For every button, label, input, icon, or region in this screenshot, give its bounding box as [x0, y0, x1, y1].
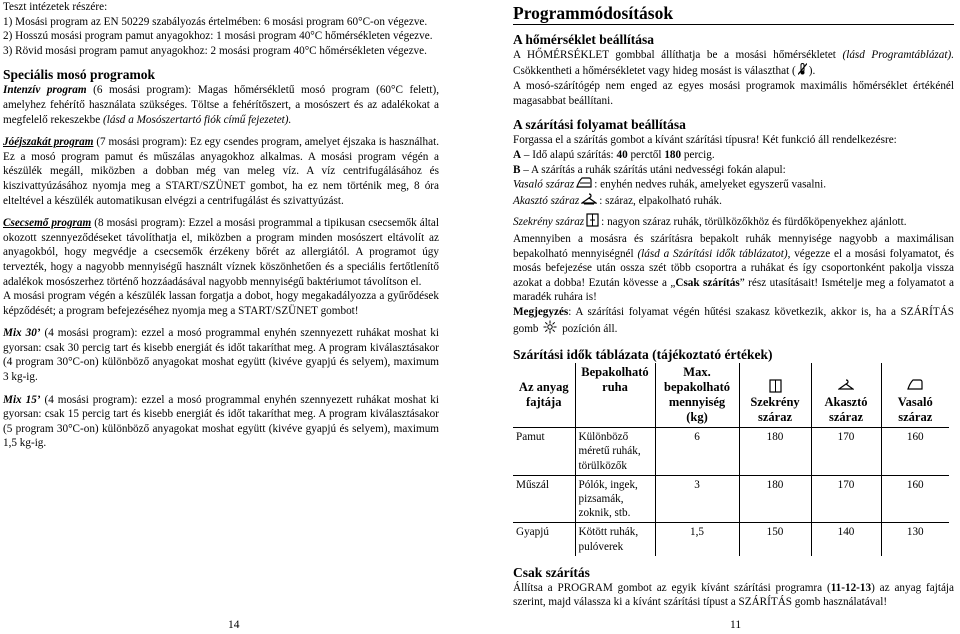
page-title: Programmódosítások — [513, 3, 674, 23]
cupboard-dry-icon — [742, 379, 809, 395]
szekreny-line: Szekrény száraz : nagyon száraz ruhák, törülközőkhöz és fürdőköpenyekhez ajánlott. — [513, 213, 954, 232]
only-dry-paragraph: Állítsa a PROGRAM gombot az egyik kívánt szárítási programra (11-12-13) az anyag fajtája szerint, majd válassza ki a kívánt szárítási típust a SZÁRÍTÁS gomb használatával! — [513, 581, 954, 609]
hanger-dry-icon — [814, 379, 879, 395]
dry-intro: Forgassa el a szárítás gombot a kívánt szárítási típusra! Két funkció áll rendelkezésre: — [513, 134, 897, 147]
test-item: 3) Rövid mosási program pamut anyagokhoz: 2 mosási program 40°C hőmérsékleten végezve. — [3, 44, 427, 57]
page-number-right: 11 — [730, 619, 742, 631]
test-item: 2) Hosszú mosási program pamut anyagokhoz: 1 mosási program 40°C hőmérsékleten végezve. — [3, 30, 433, 43]
table-row: Gyapjú Kötött ruhák, pulóverek 1,5 150 140 130 — [513, 523, 949, 556]
note-paragraph: Megjegyzés: A szárítási folyamat végén hűtési szakasz következik, akkor is, ha a SZÁRÍTÁS gomb pozíción áll. — [513, 305, 954, 338]
drying-times-table — [513, 363, 949, 556]
temp-heading: A hőmérséklet beállítása — [513, 32, 654, 47]
table-row: Műszál Pólók, ingek, pizsamák, zoknik, stb. 3 180 170 160 — [513, 475, 949, 523]
right-page — [513, 0, 954, 610]
baby-term: Csecsemő program — [3, 217, 92, 230]
cupboard-dry-icon — [586, 213, 599, 232]
dry-option-a: A – Idő alapú szárítás: 40 perctől 180 percig. — [513, 148, 715, 161]
test-item: 1) Mosási program az EN 50229 szabályozás értelmében: 6 mosási program 60°C-on végezve. — [3, 15, 428, 28]
mix15-paragraph: Mix 15’ (4 mosási program): ezzel a mosó programmal enyhén szennyezett ruhákat moshat ki gyorsan: csak 15 percig tart és kisebb energiát és időt takaríthat meg. A program kiválasztásakor (5 program 30°C-on) különböző anyagokat moshat együtt (kivéve gyapjú és selyem), maximum 1,5 kg-ig. — [3, 393, 439, 450]
table-header-cell: Vasaló száraz — [881, 363, 949, 428]
mix30-term: Mix 30’ — [3, 327, 41, 340]
akaszto-line: Akasztó száraz : száraz, elpakolható ruhák. — [513, 193, 954, 210]
baby-paragraph: Csecsemő program (8 mosási program): Ezzel a mosási programmal a tipikusan csecsemők által okozott szennyeződéseket távolíthatja el, miközben a program minden mosószert eltávolít az anyagokból, hogy megvédje a csecsemők érzékeny bőrét az allergiától. A programot úgy tervezték, hogy a nagyobb mennyiségű használt víznek köszönhetően és a speciális fertőtlenítő adalékok mosószerhez történő hozzáadásával nagyobb mennyiségű baktériumot távolítson el. — [3, 217, 439, 288]
cooling-icon — [543, 320, 557, 339]
hanger-dry-icon — [581, 193, 597, 210]
vasalo-line: Vasaló száraz : enyhén nedves ruhák, amelyeket egyszerű vasalni. — [513, 177, 954, 193]
night-term: Jóéjszakát program — [3, 136, 94, 149]
temp-paragraph: A HŐMÉRSÉKLET gombbal állíthatja be a mosási hőmérsékletet (lásd Programtáblázat). Csökkentheti a hőmérsékletet vagy hideg mosást is választhat ( ). — [513, 48, 954, 79]
mix30-paragraph: Mix 30’ (4 mosási program): ezzel a mosó programmal enyhén szennyezett ruhákat moshat ki gyorsan: csak 30 percig tart és kisebb energiát és időt takaríthat meg. A program kiválasztásakor (4 program 30°C-on) különböző anyagokat moshat együtt (kivéve gyapjú és selyem), maximum 3 kg-ig. — [3, 327, 439, 384]
left-page — [3, 0, 439, 451]
cold-wash-icon — [798, 63, 807, 80]
mix15-term: Mix 15’ — [3, 393, 41, 406]
intensive-term: Intenzív program — [3, 84, 87, 97]
baby-paragraph-2: A mosási program végén a készülék lassan forgatja a dobot, hogy megakadályozza a gyűrődések képződését; a program befejezéséhez nyomja meg a START/SZÜNET gombot! — [3, 290, 439, 317]
table-header-cell: Max. bepakolható mennyiség (kg) — [655, 363, 739, 428]
dry-option-b: B – A szárítás a ruhák szárítás utáni nedvességi fokán alapul: — [513, 163, 786, 176]
special-programs-heading: Speciális mosó programok — [3, 67, 156, 83]
table-header-cell: Bepakolható ruha — [575, 363, 655, 428]
table-header-cell: Akasztó száraz — [811, 363, 881, 428]
only-dry-heading: Csak szárítás — [513, 564, 590, 580]
night-paragraph: Jóéjszakát program (7 mosási program): Ez egy csendes program, amelyet éjszaka is használhat. Ez a mosó program pamut és műszálas anyagokhoz alkalmas. A mosási program végén a készülék megáll, miközben a dobban még van meleg víz. A víz centrifugálásához és kiszivattyúzásához nyomja meg a START/SZÜNET gombot, ha ez nem történik meg, 8 óra elteltével a készülék automatikusan elvégzi a centrifugálást és szivattyúzást. — [3, 136, 439, 207]
tests-heading: Teszt intézetek részére: — [3, 1, 108, 13]
iron-dry-icon — [576, 177, 592, 193]
iron-dry-icon — [884, 379, 948, 395]
temp-paragraph-2: A mosó-szárítógép nem enged az egyes mosási programok maximális hőmérséklet értékénél magasabbat beállítani. — [513, 80, 954, 107]
page-number-left: 14 — [228, 619, 240, 631]
intensive-paragraph: Intenzív program (6 mosási program): Magas hőmérsékletű mosó program (60°C felett), amelyhez fehérítő használata szükséges. Töltse a fehérítőszert, a mosószert és az adalékokat a megfelelő rekeszekbe (lásd a Mosószertartó fiók című fejezetet). — [3, 84, 439, 126]
table-header-cell: Az anyag fajtája — [513, 363, 575, 428]
table-row: Pamut Különböző méretű ruhák, törülközők 6 180 170 160 — [513, 428, 949, 476]
table-header-cell: Szekrény száraz — [739, 363, 811, 428]
table-title: Szárítási idők táblázata (tájékoztató értékek) — [513, 347, 773, 363]
dry-heading: A szárítási folyamat beállítása — [513, 117, 686, 133]
amount-paragraph: Amennyiben a mosásra és szárításra bepakolt ruhák mennyisége nagyobb a maximálisan bepakolható mennyiségnél (lásd a Szárítási idők táblázatot), végezze el a mosási folyamatot, és mosás befejezése után ossza szét több csoportra a ruhákat és így csoportonként pakolja vissza azokat a dobba! Ezután kövesse a „Csak szárítás” rész utasításait! Ismételje meg a folyamatot a maradék ruhára is! — [513, 232, 954, 304]
